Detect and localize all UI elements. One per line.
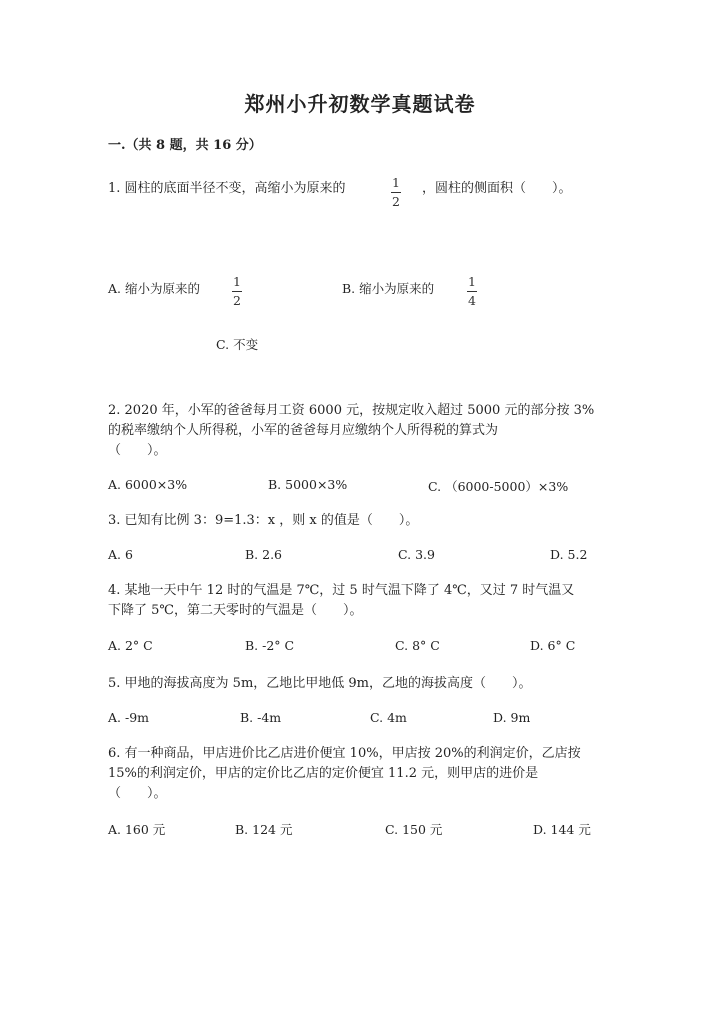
q6-option-a: A. 160 元 — [108, 822, 166, 837]
q6-line-2: 15%的利润定价，甲店的定价比乙店的定价便宜 11.2 元，则甲店的进价是 — [108, 766, 539, 781]
q3-option-a: A. 6 — [108, 547, 133, 562]
page-title: 郑州小升初数学真题试卷 — [244, 92, 476, 116]
q4-option-d: D. 6° C — [530, 638, 576, 653]
q2-option-a: A. 6000×3% — [108, 477, 188, 492]
q1-opt-a-den: 2 — [233, 293, 241, 308]
q5-line-1: 5. 甲地的海拔高度为 5m，乙地比甲地低 9m，乙地的海拔高度（ ）。 — [108, 676, 532, 691]
q1-opt-a-num: 1 — [233, 274, 241, 289]
q2-line-1: 2. 2020 年，小军的爸爸每月工资 6000 元，按规定收入超过 5000 元的部分按 3% — [108, 403, 595, 418]
q6-line-1: 6. 有一种商品，甲店进价比乙店进价便宜 10%，甲店按 20%的利润定价，乙店按 — [108, 746, 581, 761]
q1-text-a: 1. 圆柱的底面半径不变，高缩小为原来的 — [108, 181, 346, 196]
q1-frac-den: 2 — [392, 194, 400, 209]
q6-option-d: D. 144 元 — [533, 822, 591, 837]
q3-option-d: D. 5.2 — [550, 547, 588, 562]
q1-opt-b-den: 4 — [468, 293, 476, 308]
q6-option-b: B. 124 元 — [235, 822, 293, 837]
q5-option-a: A. -9m — [108, 710, 150, 725]
q3-option-c: C. 3.9 — [398, 547, 435, 562]
q4-option-b: B. -2° C — [245, 638, 295, 653]
q1-opt-b-num: 1 — [468, 274, 476, 289]
frac-bar — [467, 291, 477, 292]
q2-option-b: B. 5000×3% — [268, 477, 348, 492]
q6-option-c: C. 150 元 — [385, 822, 443, 837]
frac-bar — [232, 291, 242, 292]
q5-option-b: B. -4m — [240, 710, 282, 725]
frac-bar — [391, 192, 401, 193]
q4-option-c: C. 8° C — [395, 638, 440, 653]
q4-line-2: 下降了 5℃，第二天零时的气温是（ ）。 — [108, 603, 363, 618]
q1-option-c: C. 不变 — [216, 337, 259, 352]
q1-option-a: A. 缩小为原来的 — [108, 281, 200, 296]
q3-option-b: B. 2.6 — [245, 547, 283, 562]
q4-option-a: A. 2° C — [108, 638, 153, 653]
section-heading: 一.（共 8 题，共 16 分） — [108, 138, 262, 153]
q4-line-1: 4. 某地一天中午 12 时的气温是 7℃，过 5 时气温下降了 4℃，又过 7 时气温又 — [108, 583, 575, 598]
q3-line-1: 3. 已知有比例 3：9=1.3：x ，则 x 的值是（ ）。 — [108, 513, 419, 528]
q1-option-a-fraction — [232, 275, 242, 308]
q2-line-3: （ ）。 — [108, 443, 167, 458]
q2-option-c: C. （6000-5000）×3% — [428, 479, 569, 494]
q1-fraction — [391, 176, 401, 209]
q1-option-b-fraction — [467, 275, 477, 308]
q6-line-3: （ ）。 — [108, 786, 167, 801]
q1-frac-num: 1 — [392, 175, 400, 190]
q1-text-b: ，圆柱的侧面积（ ）。 — [422, 181, 572, 196]
q5-option-d: D. 9m — [493, 710, 531, 725]
q1-option-b: B. 缩小为原来的 — [342, 281, 435, 296]
q2-line-2: 的税率缴纳个人所得税，小军的爸爸每月应缴纳个人所得税的算式为 — [108, 423, 499, 438]
q5-option-c: C. 4m — [370, 710, 407, 725]
